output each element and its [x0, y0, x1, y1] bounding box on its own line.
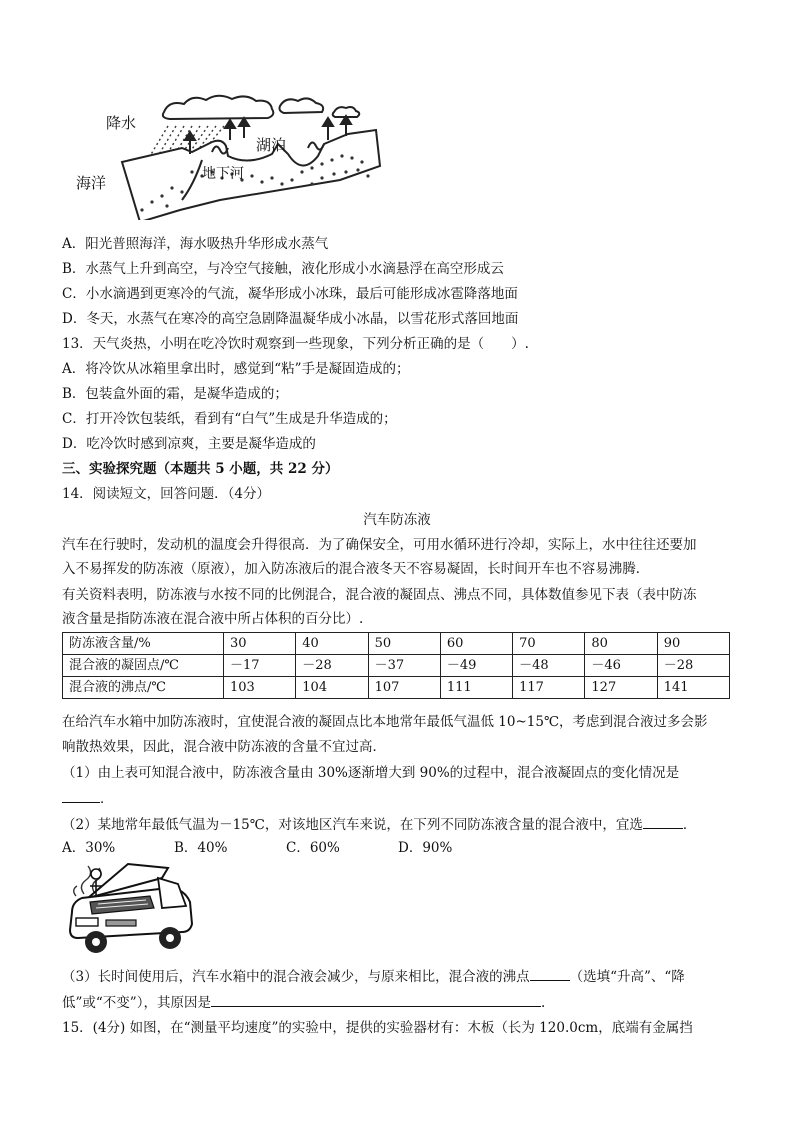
- paragraph-2-line-2: 液含量是指防冻液在混合液中所占体积的百分比）.: [62, 611, 364, 627]
- paragraph-1-line-2: 入不易挥发的防冻液（原液），加入防冻液后的混合液冬天不容易凝固，长时间开车也不容易沸腾．: [62, 561, 650, 577]
- q13-stem: 13．天气炎热，小明在吃冷饮时观察到一些现象，下列分析正确的是（ ）.: [62, 336, 529, 352]
- paragraph-3-line-1: 在给汽车水箱中加防冻液时，宜使混合液的凝固点比本地常年最低气温低 10~15℃，考虑到混合液过多会影: [62, 714, 708, 730]
- table-cell: 30: [224, 633, 296, 655]
- table-cell: －49: [440, 655, 512, 677]
- paragraph-2-line-1: 有关资料表明，防冻液与水按不同的比例混合，混合液的凝固点、沸点不同，具体数值参见下表（表中防冻: [62, 587, 697, 603]
- sub-question-3-line-1: （3）长时间使用后，汽车水箱中的混合液会减少，与原来相比，混合液的沸点 （选填“升高”、“降: [62, 966, 685, 987]
- table-cell: 111: [440, 677, 512, 699]
- car-figure: [66, 858, 198, 956]
- table-row-label: 混合液的凝固点/℃: [63, 655, 224, 677]
- precipitation-label: 降水: [106, 114, 137, 132]
- table-cell: －48: [513, 655, 585, 677]
- table-cell: 40: [296, 633, 368, 655]
- antifreeze-table: [62, 632, 730, 699]
- section-3-heading: 三、实验探究题（本题共 5 小题，共 22 分）: [62, 461, 339, 477]
- answer-blank[interactable]: [62, 788, 100, 803]
- table-cell: 127: [585, 677, 657, 699]
- table-row: [63, 655, 730, 677]
- answer-blank[interactable]: [211, 992, 541, 1007]
- table-row-label: 混合液的沸点/℃: [63, 677, 224, 699]
- paragraph-3-line-2: 响散热效果，因此，混合液中防冻液的含量不宜过高．: [62, 739, 386, 755]
- paragraph-1-line-1: 汽车在行驶时，发动机的温度会升得很高．为了确保安全，可用水循环进行冷却，实际上，水中往往还要加: [62, 537, 697, 553]
- article-title: 汽车防冻液: [363, 512, 431, 528]
- lake-label: 湖泊: [256, 136, 287, 154]
- table-cell: 141: [657, 677, 729, 699]
- q12-option-c: C．小水滴遇到更寒冷的气流，凝华形成小冰珠，最后可能形成冰雹降落地面: [62, 286, 518, 302]
- table-row: [63, 633, 730, 655]
- q13-option-b: B．包装盒外面的霜，是凝华造成的；: [62, 386, 288, 402]
- table-cell: 50: [368, 633, 440, 655]
- option-b: B．40%: [174, 840, 228, 856]
- q12-option-d: D．冬天，水蒸气在寒冷的高空急剧降温凝华成小冰晶，以雪花形式落回地面: [62, 311, 519, 327]
- table-cell: 117: [513, 677, 585, 699]
- table-cell: 107: [368, 677, 440, 699]
- table-cell: －28: [296, 655, 368, 677]
- sub-question-1: （1）由上表可知混合液中，防冻液含量由 30%逐渐增大到 90%的过程中，混合液凝固点的变化情况是: [62, 765, 680, 781]
- sub-question-1-answer-line: ．: [62, 788, 114, 809]
- sub-question-3-line-2: 低”或“不变”），其原因是 .: [62, 992, 545, 1013]
- water-cycle-figure: [72, 92, 382, 220]
- answer-blank[interactable]: [643, 814, 683, 829]
- sub-question-2-options: [62, 838, 452, 858]
- table-cell: －17: [224, 655, 296, 677]
- table-cell: 104: [296, 677, 368, 699]
- q13-option-a: A．将冷饮从冰箱里拿出时，感觉到“粘”手是凝固造成的；: [62, 361, 410, 377]
- table-cell: 80: [585, 633, 657, 655]
- table-cell: 70: [513, 633, 585, 655]
- table-row-label: 防冻液含量/%: [63, 633, 224, 655]
- q15-stem: 15．(4分) 如图，在“测量平均速度”的实验中，提供的实验器材有：木板（长为 120.0cm，底端有金属挡: [62, 1020, 693, 1036]
- q14-stem: 14．阅读短文，回答问题．（4分）: [62, 486, 271, 502]
- table-cell: －46: [585, 655, 657, 677]
- answer-blank[interactable]: [530, 966, 570, 981]
- q12-option-b: B．水蒸气上升到高空，与冷空气接触，液化形成小水滴悬浮在高空形成云: [62, 261, 504, 277]
- option-c: C．60%: [286, 840, 340, 856]
- car-open-hood-illustration: [66, 858, 198, 956]
- underground-river-label: 地下河: [202, 166, 244, 182]
- option-d: D．90%: [398, 840, 453, 856]
- table-cell: 60: [440, 633, 512, 655]
- table-cell: 90: [657, 633, 729, 655]
- option-a: A．30%: [62, 840, 116, 856]
- table-cell: －37: [368, 655, 440, 677]
- ocean-label: 海洋: [76, 174, 107, 192]
- water-cycle-illustration: [72, 92, 382, 220]
- table-cell: －28: [657, 655, 729, 677]
- q13-option-c: C．打开冷饮包装纸，看到有“白气”生成是升华造成的；: [62, 411, 397, 427]
- table-cell: 103: [224, 677, 296, 699]
- sub-question-2: （2）某地常年最低气温为－15℃，对该地区汽车来说，在下列不同防冻液含量的混合液中，宜选 ．: [62, 814, 696, 835]
- q12-option-a: A．阳光普照海洋，海水吸热升华形成水蒸气: [62, 236, 329, 252]
- q13-option-d: D．吃冷饮时感到凉爽，主要是凝华造成的: [62, 436, 316, 452]
- table-row: [63, 677, 730, 699]
